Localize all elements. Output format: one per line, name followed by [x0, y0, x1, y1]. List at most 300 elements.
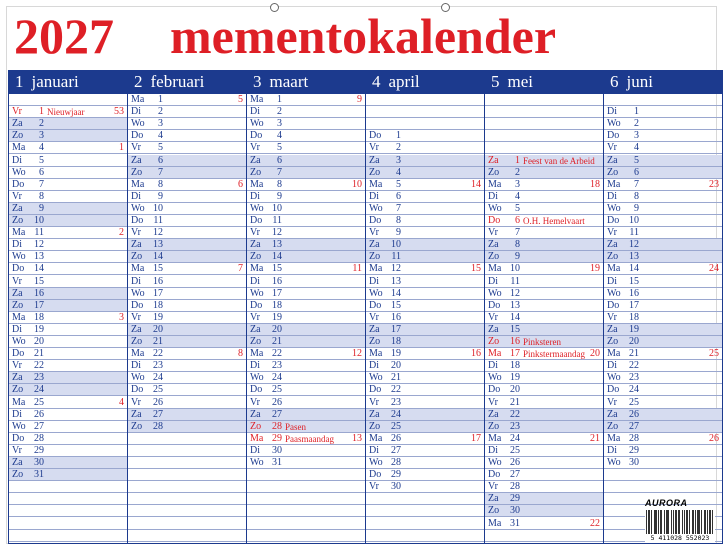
day-number: 3	[515, 178, 520, 190]
month-column	[485, 70, 604, 544]
holiday-label: Nieuwjaar	[47, 107, 85, 118]
weekday-label: Di	[488, 275, 498, 287]
day-number: 10	[391, 239, 401, 251]
day-number: 25	[153, 384, 163, 396]
day-row	[128, 155, 246, 167]
day-number: 23	[510, 420, 520, 432]
day-row	[9, 372, 127, 384]
weekday-label: Wo	[369, 457, 383, 468]
barcode-bar	[651, 510, 652, 534]
week-number: 13	[352, 432, 362, 444]
weekday-label: Zo	[488, 505, 500, 517]
day-number: 28	[272, 420, 282, 432]
day-row	[485, 324, 603, 336]
day-number: 29	[34, 444, 44, 456]
weekday-label: Ma	[369, 348, 383, 360]
weekday-label: Vr	[488, 227, 498, 239]
day-number: 14	[34, 263, 44, 275]
day-number: 3	[277, 118, 282, 130]
month-name: januari	[31, 72, 79, 91]
day-number: 17	[629, 299, 639, 311]
day-number: 11	[510, 275, 520, 287]
day-row	[485, 348, 603, 360]
day-row	[247, 94, 365, 106]
day-number: 10	[510, 263, 520, 275]
day-row	[247, 179, 365, 191]
day-number: 5	[158, 142, 163, 154]
weekday-label: Za	[250, 323, 261, 335]
weekday-label: Ma	[369, 432, 383, 444]
day-row	[247, 324, 365, 336]
weekday-label: Ma	[488, 517, 502, 529]
day-row	[128, 288, 246, 300]
weekday-label: Vr	[369, 227, 379, 239]
day-number: 13	[153, 239, 163, 251]
day-row	[128, 360, 246, 372]
weekday-label: Za	[488, 323, 499, 335]
month-column	[128, 70, 247, 544]
day-number: 6	[39, 166, 44, 178]
day-row	[366, 433, 484, 445]
weekday-label: Za	[369, 323, 380, 335]
weekday-label: Wo	[250, 202, 264, 214]
weekday-label: Vr	[131, 396, 141, 408]
day-number: 19	[629, 323, 639, 335]
day-number: 31	[272, 457, 282, 468]
day-row	[128, 118, 246, 130]
day-row	[366, 481, 484, 493]
day-row	[247, 263, 365, 275]
weekday-label: Za	[12, 202, 23, 214]
empty-row	[247, 481, 365, 493]
day-row	[604, 215, 722, 227]
day-number: 4	[515, 190, 520, 202]
day-row	[128, 384, 246, 396]
barcode-bar	[710, 510, 711, 534]
barcode	[645, 510, 715, 542]
day-number: 9	[634, 202, 639, 214]
weekday-label: Vr	[369, 396, 379, 408]
day-row	[9, 227, 127, 239]
empty-row	[128, 530, 246, 542]
weekday-label: Zo	[12, 299, 24, 311]
day-number: 13	[629, 251, 639, 263]
day-number: 7	[277, 166, 282, 178]
day-number: 4	[396, 166, 401, 178]
day-row	[485, 251, 603, 263]
empty-row	[9, 518, 127, 530]
empty-row	[128, 493, 246, 505]
weekday-label: Wo	[12, 420, 26, 432]
barcode-bar	[658, 510, 659, 534]
empty-row	[604, 94, 722, 106]
day-number: 23	[629, 372, 639, 384]
weekday-label: Di	[607, 275, 617, 287]
day-row	[485, 457, 603, 469]
weekday-label: Zo	[250, 251, 262, 263]
day-number: 5	[396, 178, 401, 190]
weekday-label: Zo	[607, 420, 619, 432]
weekday-label: Ma	[250, 178, 264, 190]
day-row	[366, 276, 484, 288]
weekday-label: Za	[250, 408, 261, 420]
barcode-bar	[687, 510, 688, 534]
day-number: 16	[391, 311, 401, 323]
barcode-bar	[656, 510, 657, 534]
day-number: 29	[629, 444, 639, 456]
day-row	[128, 130, 246, 142]
day-row	[485, 179, 603, 191]
day-number: 26	[510, 457, 520, 468]
weekday-label: Zo	[250, 166, 262, 178]
barcode-bar	[682, 510, 683, 534]
weekday-label: Wo	[131, 118, 145, 130]
weekday-label: Ma	[369, 178, 383, 190]
day-number: 18	[34, 311, 44, 323]
day-row	[604, 445, 722, 457]
month-name: mei	[507, 72, 533, 91]
weekday-label: Do	[369, 469, 382, 481]
day-row	[604, 324, 722, 336]
barcode-bar	[667, 510, 668, 534]
title-year: 2027	[14, 8, 114, 64]
day-number: 10	[34, 215, 44, 226]
empty-row	[485, 118, 603, 130]
day-number: 30	[510, 505, 520, 517]
weekday-label: Ma	[12, 311, 26, 323]
day-number: 25	[272, 384, 282, 396]
day-number: 31	[510, 517, 520, 529]
day-row	[128, 142, 246, 154]
day-number: 22	[629, 360, 639, 372]
weekday-label: Di	[369, 275, 379, 287]
barcode-bar	[671, 510, 672, 534]
day-row	[247, 191, 365, 203]
weekday-label: Ma	[607, 178, 621, 190]
day-row	[604, 433, 722, 445]
day-number: 1	[396, 130, 401, 142]
weekday-label: Wo	[250, 118, 264, 130]
day-number: 9	[515, 251, 520, 263]
day-row	[247, 384, 365, 396]
weekday-label: Ma	[12, 142, 26, 154]
day-number: 3	[634, 130, 639, 142]
week-number: 20	[590, 348, 600, 360]
weekday-label: Vr	[607, 311, 617, 323]
barcode-bars	[645, 510, 715, 534]
barcode-bar	[655, 510, 656, 534]
empty-row	[485, 94, 603, 106]
weekday-label: Wo	[607, 372, 621, 384]
day-row	[247, 409, 365, 421]
day-row	[604, 300, 722, 312]
weekday-label: Ma	[250, 263, 264, 275]
day-row	[9, 384, 127, 396]
weekday-label: Ma	[131, 178, 145, 190]
weekday-label: Ma	[250, 432, 264, 444]
day-number: 2	[634, 118, 639, 130]
weekday-label: Do	[488, 215, 501, 226]
weekday-label: Wo	[369, 202, 383, 214]
day-row	[128, 227, 246, 239]
day-number: 21	[510, 396, 520, 408]
weekday-label: Zo	[250, 420, 262, 432]
day-number: 17	[391, 323, 401, 335]
week-number: 8	[238, 348, 243, 360]
weekday-label: Di	[369, 360, 379, 372]
day-row	[9, 469, 127, 481]
weekday-label: Wo	[131, 287, 145, 299]
weekday-label: Do	[488, 299, 501, 311]
day-number: 16	[629, 287, 639, 299]
day-row	[366, 203, 484, 215]
barcode-bar	[695, 510, 696, 534]
barcode-bar	[692, 510, 693, 534]
month-number: 1	[15, 72, 24, 91]
weekday-label: Do	[131, 215, 144, 226]
day-row	[247, 445, 365, 457]
day-row	[9, 239, 127, 251]
weekday-label: Do	[250, 384, 263, 396]
weekday-label: Vr	[607, 396, 617, 408]
weekday-label: Zo	[607, 336, 619, 347]
day-number: 10	[272, 202, 282, 214]
weekday-label: Vr	[250, 142, 260, 154]
day-row	[604, 421, 722, 433]
weekday-label: Vr	[488, 396, 498, 408]
weekday-label: Wo	[250, 372, 264, 384]
day-number: 20	[153, 323, 163, 335]
empty-row	[247, 505, 365, 517]
day-number: 26	[272, 396, 282, 408]
barcode-bar	[675, 510, 676, 534]
day-row	[128, 263, 246, 275]
weekday-label: Ma	[488, 263, 502, 275]
day-number: 13	[34, 251, 44, 263]
day-row	[247, 312, 365, 324]
month-number: 2	[134, 72, 143, 91]
day-row	[9, 155, 127, 167]
day-number: 5	[634, 154, 639, 166]
day-row	[485, 360, 603, 372]
month-name: april	[388, 72, 420, 91]
empty-row	[128, 469, 246, 481]
month-header	[247, 70, 365, 94]
weekday-label: Ma	[607, 432, 621, 444]
weekday-label: Wo	[369, 372, 383, 384]
day-number: 29	[510, 493, 520, 505]
day-row	[604, 384, 722, 396]
day-row	[247, 203, 365, 215]
day-row	[366, 360, 484, 372]
weekday-label: Ma	[488, 432, 502, 444]
day-row	[128, 106, 246, 118]
day-number: 20	[629, 336, 639, 347]
day-number: 23	[391, 396, 401, 408]
day-number: 6	[634, 166, 639, 178]
barcode-bar	[697, 510, 698, 534]
weekday-label: Zo	[12, 384, 24, 396]
empty-row	[128, 518, 246, 530]
empty-row	[604, 469, 722, 481]
weekday-label: Do	[607, 130, 620, 142]
weekday-label: Za	[250, 154, 261, 166]
weekday-label: Wo	[607, 457, 621, 468]
day-row	[485, 312, 603, 324]
weekday-label: Wo	[607, 202, 621, 214]
day-row	[366, 227, 484, 239]
day-number: 12	[272, 227, 282, 239]
day-row	[247, 227, 365, 239]
barcode-bar	[649, 510, 650, 534]
weekday-label: Do	[488, 469, 501, 481]
week-number: 5	[238, 94, 243, 105]
day-number: 22	[153, 348, 163, 360]
day-row	[366, 457, 484, 469]
day-number: 10	[629, 215, 639, 226]
holiday-label: Paasmaandag	[285, 433, 334, 444]
day-row	[247, 397, 365, 409]
empty-row	[247, 469, 365, 481]
weekday-label: Zo	[369, 336, 381, 347]
day-number: 13	[391, 275, 401, 287]
day-number: 21	[153, 336, 163, 347]
weekday-label: Do	[250, 299, 263, 311]
weekday-label: Ma	[607, 348, 621, 360]
weekday-label: Za	[131, 408, 142, 420]
day-row	[485, 263, 603, 275]
day-number: 24	[629, 384, 639, 396]
day-row	[128, 94, 246, 106]
day-number: 28	[510, 481, 520, 493]
day-row	[366, 155, 484, 167]
day-number: 24	[510, 432, 520, 444]
day-number: 25	[510, 444, 520, 456]
holiday-label: Pasen	[285, 421, 306, 432]
day-row	[485, 421, 603, 433]
day-row	[604, 191, 722, 203]
day-row	[604, 227, 722, 239]
day-number: 11	[629, 227, 639, 239]
day-number: 21	[391, 372, 401, 384]
week-number: 1	[119, 142, 124, 154]
weekday-label: Do	[369, 384, 382, 396]
day-row	[604, 203, 722, 215]
day-row	[128, 167, 246, 179]
day-row	[485, 493, 603, 505]
day-number: 25	[629, 396, 639, 408]
weekday-label: Do	[250, 215, 263, 226]
day-row	[128, 191, 246, 203]
weekday-label: Za	[607, 408, 618, 420]
day-row	[485, 372, 603, 384]
weekday-label: Vr	[12, 190, 22, 202]
day-number: 26	[629, 408, 639, 420]
weekday-label: Do	[12, 432, 25, 444]
day-row	[485, 167, 603, 179]
day-number: 29	[272, 432, 282, 444]
weekday-label: Di	[131, 190, 141, 202]
calendar-title	[14, 4, 556, 68]
day-row	[9, 360, 127, 372]
day-row	[485, 469, 603, 481]
day-row	[485, 227, 603, 239]
day-number: 18	[153, 299, 163, 311]
day-number: 28	[629, 432, 639, 444]
day-number: 5	[277, 142, 282, 154]
weekday-label: Vr	[12, 444, 22, 456]
day-row	[9, 203, 127, 215]
weekday-label: Do	[12, 263, 25, 275]
weekday-label: Za	[607, 239, 618, 251]
barcode-bar	[698, 510, 699, 534]
day-number: 25	[34, 396, 44, 408]
weekday-label: Zo	[131, 336, 143, 347]
weekday-label: Zo	[488, 251, 500, 263]
weekday-label: Do	[607, 299, 620, 311]
day-number: 1	[515, 154, 520, 166]
weekday-label: Ma	[250, 348, 264, 360]
day-number: 8	[158, 178, 163, 190]
week-number: 7	[238, 263, 243, 275]
weekday-label: Vr	[607, 142, 617, 154]
empty-row	[128, 505, 246, 517]
week-number: 10	[352, 178, 362, 190]
day-row	[128, 372, 246, 384]
day-number: 6	[515, 215, 520, 226]
weekday-label: Ma	[131, 94, 145, 105]
day-row	[604, 397, 722, 409]
weekday-label: Wo	[607, 287, 621, 299]
day-number: 20	[391, 360, 401, 372]
week-number: 11	[352, 263, 362, 275]
weekday-label: Zo	[369, 420, 381, 432]
day-number: 12	[34, 239, 44, 251]
day-number: 4	[277, 130, 282, 142]
day-number: 18	[629, 311, 639, 323]
weekday-label: Zo	[250, 336, 262, 347]
day-number: 1	[634, 106, 639, 118]
day-row	[247, 118, 365, 130]
day-row	[9, 445, 127, 457]
barcode-bar	[661, 510, 662, 534]
month-number: 5	[491, 72, 500, 91]
weekday-label: Di	[488, 444, 498, 456]
barcode-bar	[701, 510, 702, 534]
weekday-label: Wo	[131, 372, 145, 384]
day-row	[604, 167, 722, 179]
weekday-label: Di	[250, 360, 260, 372]
weekday-label: Wo	[250, 457, 264, 468]
weekday-label: Za	[488, 239, 499, 251]
week-number: 6	[238, 178, 243, 190]
day-row	[485, 384, 603, 396]
weekday-label: Ma	[12, 227, 26, 239]
day-row	[366, 409, 484, 421]
month-header	[366, 70, 484, 94]
weekday-label: Wo	[607, 118, 621, 130]
day-number: 2	[396, 142, 401, 154]
week-number: 22	[590, 517, 600, 529]
weekday-label: Zo	[369, 251, 381, 263]
weekday-label: Do	[131, 299, 144, 311]
empty-row	[247, 530, 365, 542]
day-row	[9, 421, 127, 433]
barcode-bar	[709, 510, 710, 534]
weekday-label: Wo	[488, 372, 502, 384]
day-row	[128, 421, 246, 433]
weekday-label: Za	[131, 239, 142, 251]
